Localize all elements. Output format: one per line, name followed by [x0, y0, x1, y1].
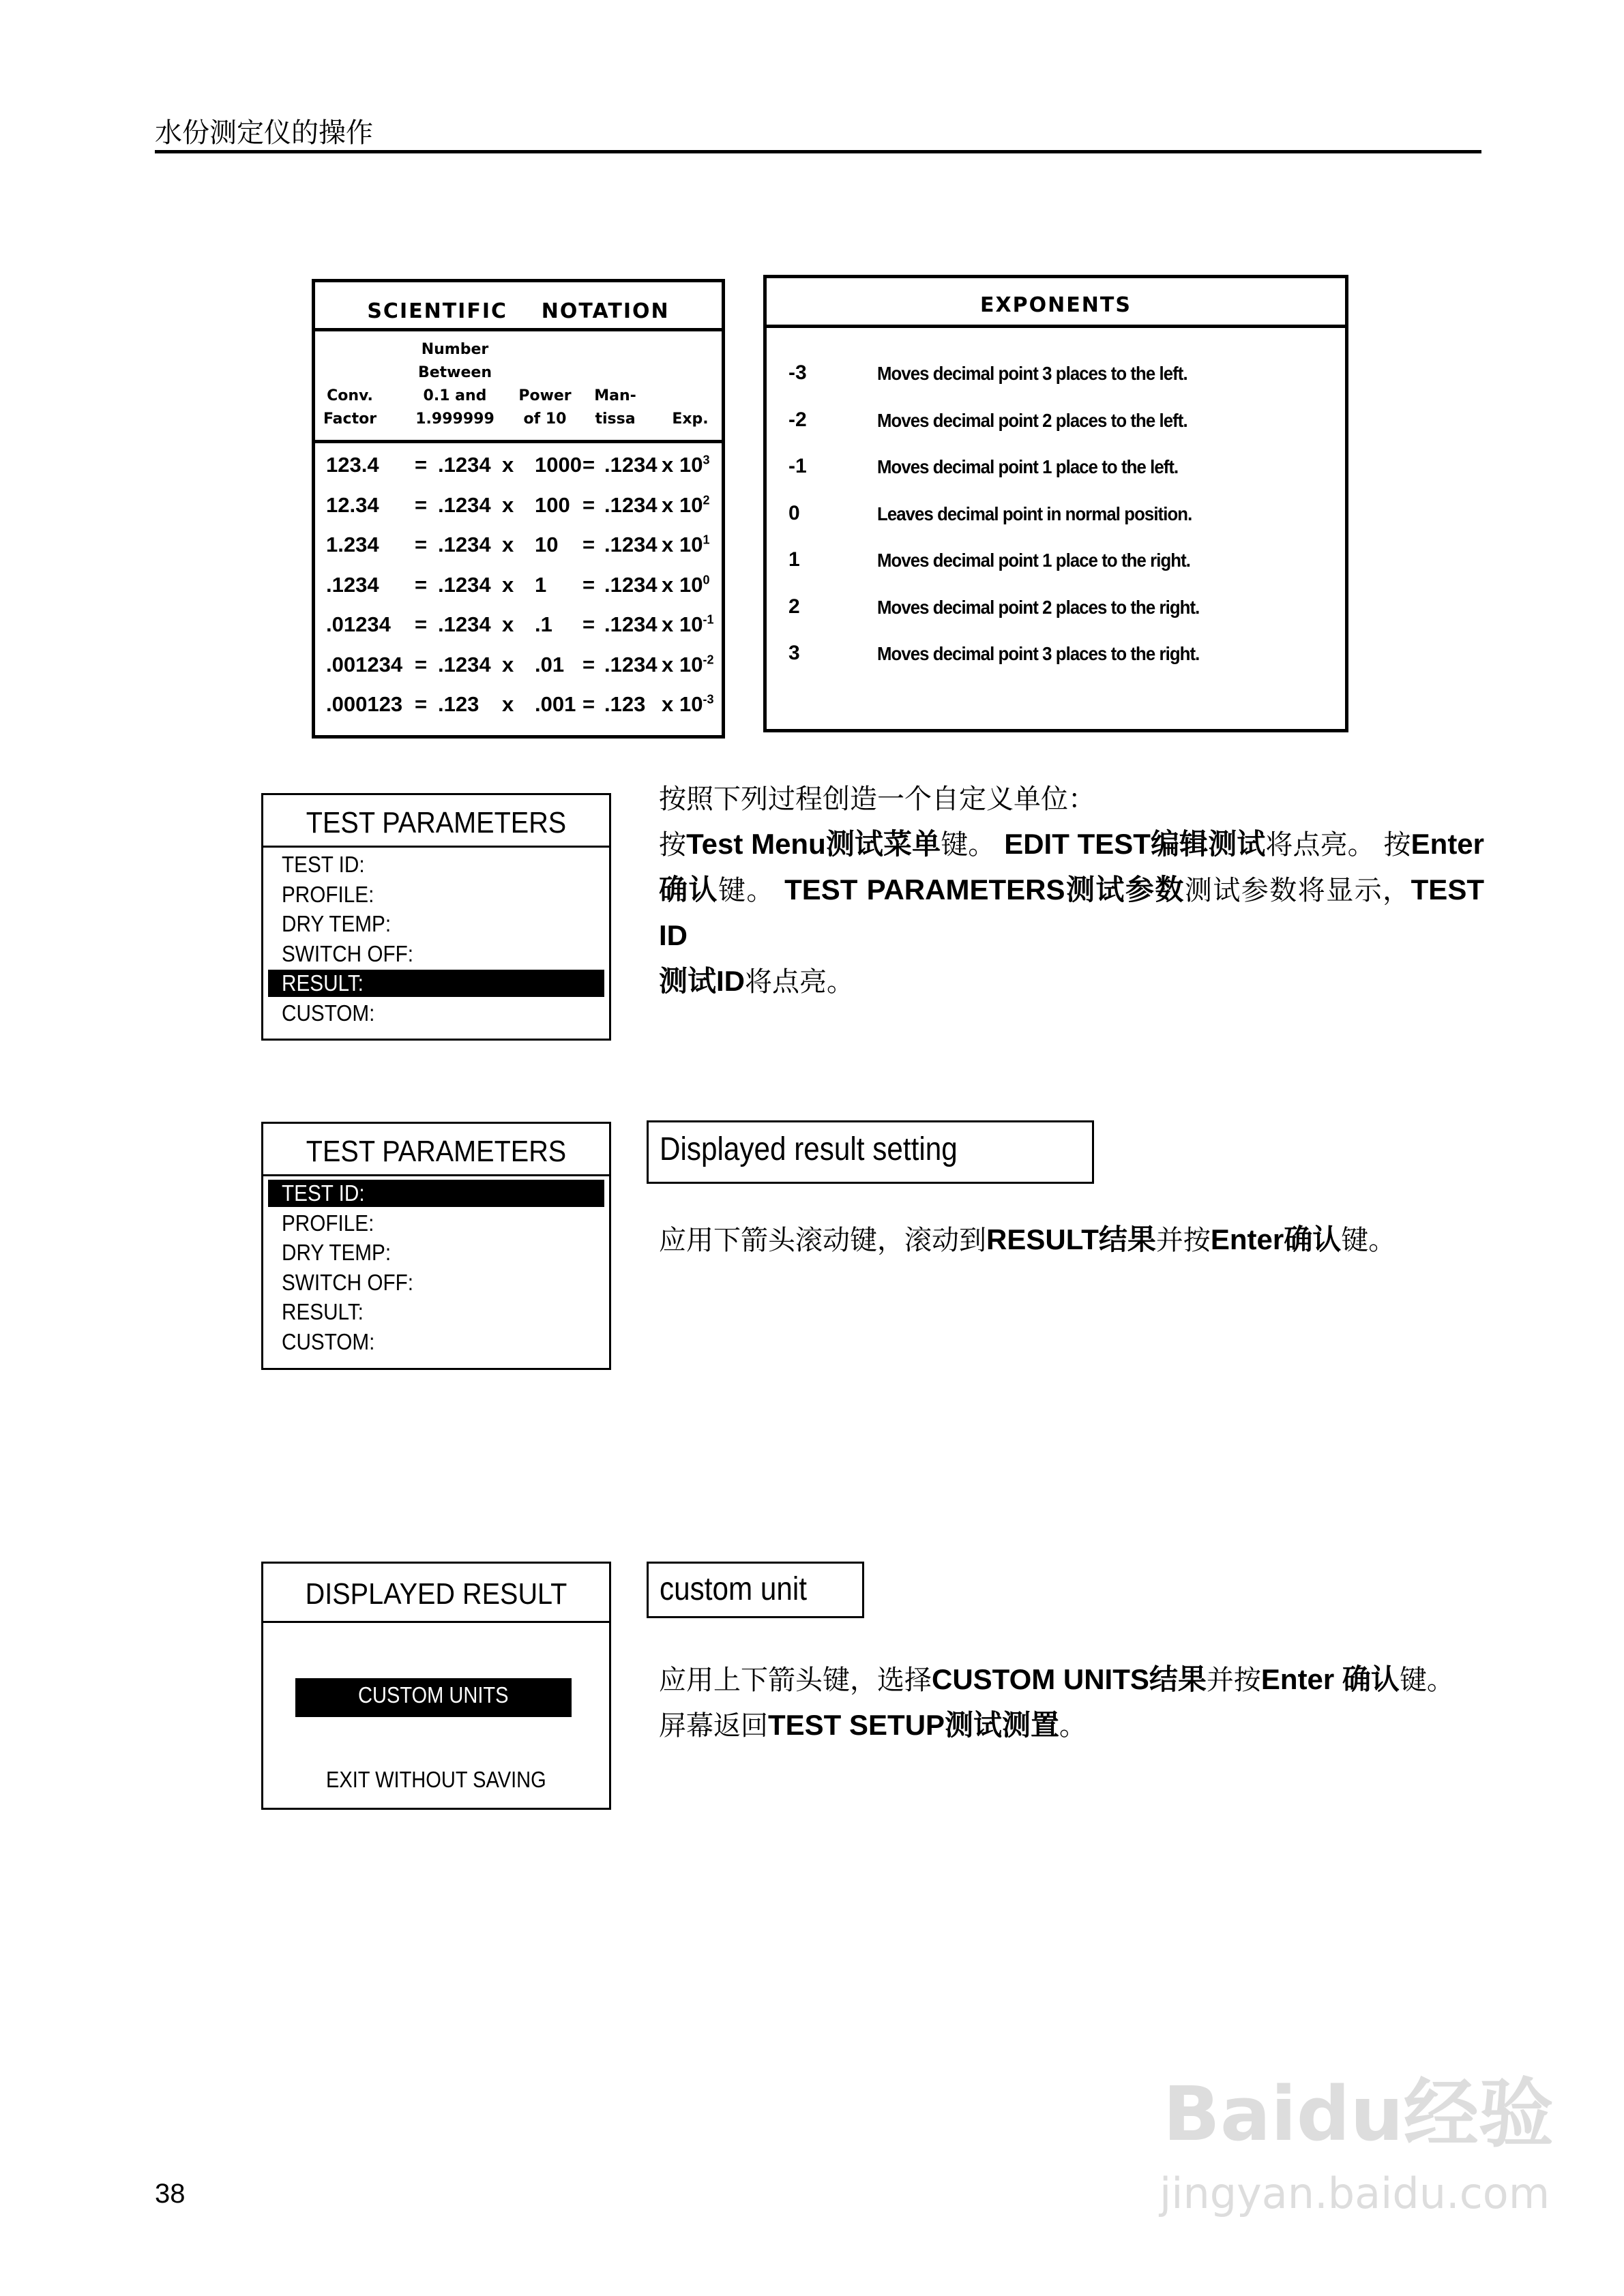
- table-cell: =: [582, 572, 595, 597]
- header-text: Power: [518, 387, 572, 404]
- instruction-text: [659, 959, 1484, 1004]
- baidu-watermark-url: jingyan.baidu.com: [1160, 2168, 1550, 2218]
- exponent-value: 1: [788, 548, 800, 571]
- table-cell: .1234: [438, 612, 491, 636]
- menu-item-label: PROFILE:: [282, 881, 374, 907]
- col-header-exp: [660, 408, 721, 431]
- col-header-power: [514, 385, 576, 431]
- table-cell: 100: [535, 492, 570, 517]
- table-cell: =: [415, 533, 428, 556]
- menu-item[interactable]: [268, 1328, 604, 1356]
- page-number: 38: [155, 2179, 186, 2209]
- instruction-text: [659, 1657, 1484, 1703]
- screen-title: TEST PARAMETERS: [306, 1135, 567, 1168]
- text: 键。: [1341, 1225, 1396, 1256]
- table-row: [315, 533, 722, 560]
- key-term: TEST PARAMETERS测试参数: [784, 874, 1185, 906]
- table-cell-exponent: $10^2$: [679, 492, 710, 517]
- table-cell: =: [415, 453, 428, 477]
- divider: [263, 1621, 609, 1623]
- table-row: [767, 642, 1345, 669]
- table-cell: .1234: [604, 572, 658, 597]
- table-cell: =: [415, 572, 428, 597]
- menu-item-label: DRY TEMP:: [282, 1240, 392, 1265]
- text: 屏幕返回: [659, 1710, 768, 1742]
- text: 并按: [1155, 1225, 1211, 1256]
- exponent-value: 0: [788, 501, 800, 524]
- menu-item-label: PROFILE:: [282, 1210, 374, 1236]
- table-cell: 1.234: [326, 533, 379, 556]
- page-header-title: 水份测定仪的操作: [155, 117, 373, 149]
- table-cell-exponent: $10^3$: [679, 453, 710, 477]
- table-cell: x: [662, 453, 674, 477]
- exponent-value: -3: [788, 361, 807, 384]
- header-text: 0.1 and: [423, 387, 487, 404]
- table-cell: .1234: [438, 652, 491, 676]
- table-cell: 12.34: [326, 492, 379, 517]
- scientific-notation-table: [312, 279, 725, 739]
- key-term: EDIT TEST编辑测试: [1004, 828, 1266, 860]
- label-text: Displayed result setting: [660, 1131, 958, 1167]
- key-term: Enter 确认: [1260, 1663, 1400, 1695]
- table-cell: =: [415, 612, 428, 636]
- menu-item[interactable]: [268, 881, 604, 908]
- exponent-description: Moves decimal point 3 places to the right.: [877, 643, 1200, 664]
- menu-item-label: RESULT:: [282, 1299, 364, 1324]
- header-text: Man-: [594, 387, 636, 404]
- exponent-value: 3: [788, 642, 800, 664]
- table-row: [767, 361, 1345, 389]
- table-cell: x: [502, 612, 514, 636]
- table-cell-exponent: $10^1$: [679, 533, 710, 556]
- header-text: Exp.: [672, 411, 709, 428]
- table-row: [767, 548, 1345, 576]
- text: 键。: [1399, 1665, 1454, 1696]
- table-cell: .01: [535, 652, 565, 676]
- table-row: [767, 502, 1345, 529]
- header-text: tissa: [595, 411, 636, 428]
- table-cell: .1234: [604, 652, 658, 676]
- intro-line: 按照下列过程创造一个自定义单位：: [659, 784, 1095, 815]
- table-cell: =: [415, 492, 428, 517]
- exponent-description: Moves decimal point 1 place to the left.: [877, 456, 1179, 477]
- text: 测试参数将显示，: [1184, 875, 1411, 906]
- table-cell: x: [662, 652, 674, 676]
- screen-title: DISPLAYED RESULT: [305, 1577, 567, 1611]
- table-cell: 123.4: [326, 453, 379, 477]
- exponents-table: [763, 275, 1348, 732]
- menu-item-label: DRY TEMP:: [282, 911, 392, 936]
- table-cell: .1234: [326, 572, 379, 597]
- table-cell: .123: [604, 692, 646, 716]
- table-cell: .123: [438, 692, 479, 716]
- divider: [263, 846, 609, 848]
- menu-item[interactable]: [268, 1239, 604, 1266]
- table-cell: 1: [535, 572, 547, 597]
- table-title: EXPONENTS: [980, 293, 1132, 317]
- table-cell: .000123: [326, 692, 403, 716]
- table-cell: .1234: [438, 492, 491, 517]
- header-text: 1.999999: [415, 411, 494, 428]
- menu-item[interactable]: [268, 970, 604, 997]
- table-cell-exponent: $10^0$: [679, 572, 710, 597]
- table-cell: x: [502, 492, 514, 517]
- text: 。: [1059, 1710, 1087, 1742]
- header-text: of 10: [523, 411, 567, 428]
- header-text: Between: [417, 364, 492, 381]
- instruction-text: [659, 1703, 1484, 1748]
- baidu-watermark-logo: Baidu经验: [1163, 2070, 1554, 2158]
- superscript: -2: [703, 653, 714, 667]
- lcd-screen-displayed-result: [261, 1562, 611, 1810]
- table-cell: 1000: [535, 453, 582, 477]
- key-term: TEST SETUP测试测置: [768, 1709, 1060, 1741]
- table-cell: .001234: [326, 652, 403, 676]
- text: 应用上下箭头键，选择: [659, 1665, 932, 1696]
- text: 键。: [941, 829, 1005, 861]
- table-cell: .001: [535, 692, 576, 716]
- superscript: 1: [703, 533, 710, 547]
- table-cell-exponent: $10^{-2}$: [679, 652, 714, 676]
- table-cell: x: [502, 692, 514, 716]
- exponent-value: -2: [788, 408, 807, 431]
- divider: [767, 325, 1345, 328]
- table-cell: x: [662, 572, 674, 597]
- menu-item[interactable]: [268, 1298, 604, 1326]
- key-term: CUSTOM UNITS结果: [932, 1663, 1207, 1695]
- table-cell: .1234: [438, 572, 491, 597]
- menu-item-label: TEST ID:: [282, 852, 365, 877]
- key-term: TEST ID: [659, 874, 1484, 951]
- step1-instructions: [659, 777, 1484, 1004]
- table-row: [767, 455, 1345, 482]
- table-cell: .1234: [604, 533, 658, 556]
- step2-instructions: [659, 1217, 1484, 1263]
- table-cell-exponent: $10^{-1}$: [679, 612, 714, 636]
- section-label-custom-unit: [647, 1562, 864, 1618]
- table-cell: .1234: [438, 533, 491, 556]
- table-cell: x: [502, 652, 514, 676]
- menu-item-label: CUSTOM:: [282, 1000, 375, 1026]
- divider: [263, 1174, 609, 1176]
- exponent-value: -1: [788, 455, 807, 477]
- text: 将点亮。: [745, 966, 855, 998]
- table-cell: .1234: [604, 453, 658, 477]
- table-cell: x: [662, 692, 674, 716]
- header-text: Factor: [323, 411, 377, 428]
- header-rule: [155, 150, 1481, 153]
- table-cell: .1234: [604, 492, 658, 517]
- table-row: [767, 595, 1345, 623]
- superscript: 0: [703, 573, 710, 587]
- step3-instructions: [659, 1657, 1484, 1748]
- menu-item[interactable]: [268, 910, 604, 938]
- table-cell: 10: [535, 533, 559, 556]
- exponent-description: Moves decimal point 1 place to the right.: [877, 550, 1190, 571]
- col-header-mantissa: [588, 385, 643, 431]
- table-cell: .1234: [438, 453, 491, 477]
- option-label: EXIT WITHOUT SAVING: [326, 1767, 546, 1792]
- menu-item[interactable]: [268, 940, 604, 968]
- key-term: RESULT结果: [986, 1223, 1156, 1255]
- option-custom-units[interactable]: [295, 1678, 572, 1717]
- key-term: Enter: [1411, 828, 1485, 860]
- menu-item-label: TEST ID:: [282, 1180, 365, 1206]
- table-cell: =: [582, 533, 595, 556]
- superscript: 2: [703, 493, 710, 507]
- col-header-conv: [319, 385, 381, 431]
- table-cell: =: [582, 453, 595, 477]
- text: 并按: [1206, 1665, 1261, 1696]
- superscript: -3: [703, 692, 714, 706]
- label-text: custom unit: [660, 1571, 807, 1607]
- menu-item[interactable]: [268, 1210, 604, 1237]
- table-cell-exponent: $10^{-3}$: [679, 692, 714, 716]
- instruction-text: [659, 822, 1484, 867]
- text: 应用下箭头滚动键，滚动到: [659, 1225, 986, 1256]
- table-cell: =: [582, 692, 595, 716]
- exponent-description: Moves decimal point 2 places to the left.: [877, 409, 1187, 431]
- menu-item-label: SWITCH OFF:: [282, 940, 414, 966]
- menu-item[interactable]: [268, 1180, 604, 1207]
- menu-item[interactable]: [268, 1269, 604, 1296]
- table-row: [315, 493, 722, 520]
- menu-item-label: CUSTOM:: [282, 1328, 375, 1354]
- text: 将点亮。 按: [1265, 829, 1411, 861]
- table-cell: x: [502, 533, 514, 556]
- table-cell: =: [415, 692, 428, 716]
- section-label-displayed-result-setting: [647, 1120, 1094, 1184]
- superscript: 3: [703, 453, 710, 467]
- table-row: [315, 453, 722, 480]
- table-cell: =: [582, 652, 595, 676]
- text: 键。: [718, 875, 785, 906]
- menu-item[interactable]: [268, 1000, 604, 1027]
- header-text: Conv.: [327, 387, 373, 404]
- header-text: Number: [421, 341, 489, 358]
- col-header-number: [404, 338, 506, 431]
- table-row: [767, 408, 1345, 436]
- table-cell: =: [415, 652, 428, 676]
- table-cell: x: [502, 453, 514, 477]
- table-title: SCIENTIFIC NOTATION: [367, 299, 670, 323]
- exponent-description: Moves decimal point 3 places to the left.: [877, 363, 1187, 384]
- table-cell: =: [582, 612, 595, 636]
- divider: [315, 440, 722, 443]
- exponent-description: Moves decimal point 2 places to the right.: [877, 596, 1200, 618]
- instruction-text: [659, 867, 1484, 959]
- table-cell: .1234: [604, 612, 658, 636]
- table-cell: .01234: [326, 612, 391, 636]
- table-row: [315, 692, 722, 719]
- table-cell: x: [662, 533, 674, 556]
- key-term: 测试ID: [659, 965, 745, 997]
- menu-item-label: SWITCH OFF:: [282, 1269, 414, 1295]
- table-cell: x: [502, 572, 514, 597]
- table-cell: =: [582, 492, 595, 517]
- screen-title: TEST PARAMETERS: [306, 806, 567, 839]
- lcd-screen-test-parameters-test-id: [261, 1122, 611, 1370]
- option-exit-without-saving[interactable]: [263, 1767, 609, 1793]
- table-row: [315, 612, 722, 640]
- lcd-screen-test-parameters-result: [261, 793, 611, 1041]
- option-label: CUSTOM UNITS: [358, 1682, 509, 1708]
- table-cell: x: [662, 492, 674, 517]
- key-term: Enter确认: [1210, 1223, 1342, 1255]
- table-cell: x: [662, 612, 674, 636]
- key-term: 确认: [659, 874, 718, 906]
- menu-item-label: RESULT:: [282, 970, 364, 996]
- table-cell: .1: [535, 612, 552, 636]
- text: 按: [659, 829, 687, 861]
- exponent-description: Leaves decimal point in normal position.: [877, 503, 1192, 524]
- key-term: Test Menu测试菜单: [686, 828, 941, 860]
- exponent-value: 2: [788, 595, 800, 618]
- divider: [315, 328, 722, 331]
- table-row: [315, 573, 722, 600]
- superscript: -1: [703, 612, 714, 627]
- menu-item[interactable]: [268, 851, 604, 878]
- table-row: [315, 653, 722, 680]
